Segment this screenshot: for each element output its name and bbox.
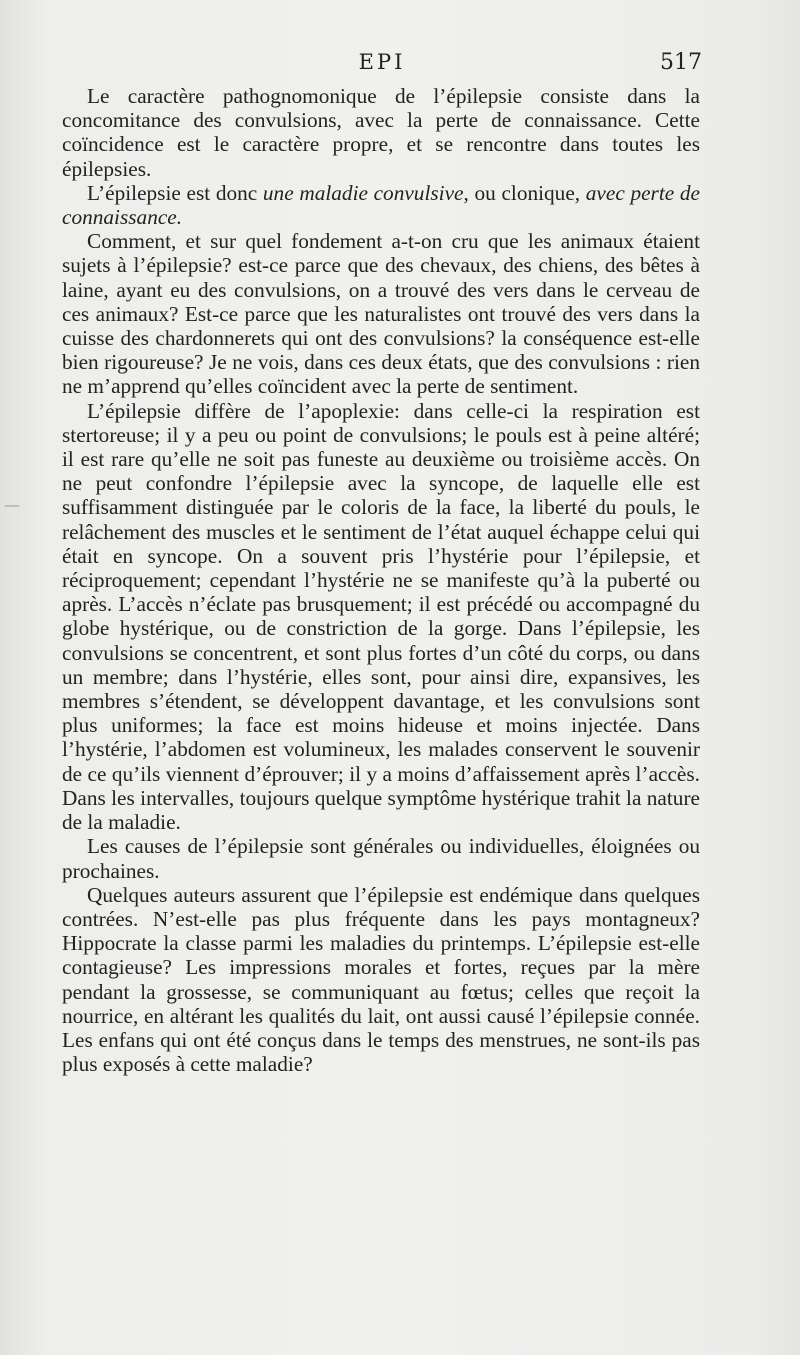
paragraph-text: Les causes de l’épilepsie sont générales ou individuelles, éloignées ou prochaines. bbox=[62, 834, 700, 883]
paragraph-text: Le caractère pathognomonique de l’épilepsie consiste dans la concomitance des convulsions, avec la perte de connaissance. Cette coïncidence est le caractère propre, et se rencontre dans toutes les épilepsies. bbox=[62, 84, 700, 181]
paragraph-pathognomonic bbox=[62, 84, 700, 181]
paragraph-endemic bbox=[62, 883, 700, 1077]
page-number: 517 bbox=[660, 50, 702, 75]
body-text bbox=[62, 84, 700, 1076]
running-head: EPI bbox=[358, 50, 406, 74]
paragraph-animals bbox=[62, 229, 700, 398]
italic-phrase: une maladie convulsive bbox=[262, 180, 464, 205]
page-header bbox=[62, 50, 702, 86]
paragraph-definition bbox=[62, 181, 700, 229]
paragraph-causes bbox=[62, 834, 700, 882]
paragraph-text: L’épilepsie est donc bbox=[87, 180, 263, 205]
paragraph-text: , ou clonique, bbox=[463, 180, 586, 205]
margin-mark: — bbox=[4, 495, 20, 514]
paragraph-differential-diagnosis bbox=[62, 399, 700, 835]
paragraph-text: Quelques auteurs assurent que l’épilepsie est endémique dans quelques contrées. N’est-elle pas plus fréquente dans les pays montagneux? Hippocrate la classe parmi les maladies du printemps. L’épilepsie est-elle contagieuse? Les impressions morales et fortes, reçues par la mère pendant la grossesse, se communiquant au fœtus; celles que reçoit la nourrice, en altérant les qualités du lait, ont aussi causé l’épilepsie connée. Les enfans qui ont été conçus dans le temps des menstrues, ne sont-ils pas plus exposés à cette maladie? bbox=[62, 882, 700, 1077]
italic-phrase: avec perte de connaissance. bbox=[62, 180, 700, 230]
paragraph-text: L’épilepsie diffère de l’apoplexie: dans celle-ci la respiration est stertoreuse; il y a peu ou point de convulsions; le pouls est à peine altéré; il est rare qu’elle ne soit pas funeste au deuxième ou troisième accès. On ne peut confondre l’épilepsie avec la syncope, de laquelle elle est suffisamment distinguée par le coloris de la face, la liberté du pouls, le relâchement des muscles et le sentiment de l’état auquel échappe celui qui était en syncope. On a souvent pris l’hystérie pour l’épilepsie, et réciproquement; cependant l’hystérie ne se manifeste qu’à la puberté ou après. L’accès n’éclate pas brusquement; il est précédé ou accompagné du globe hystérique, ou de constriction de la gorge. Dans l’épilepsie, les convulsions se concentrent, et sont plus fortes d’un côté du corps, ou dans un membre; dans l’hystérie, elles sont, pour ainsi dire, expansives, les membres s’étendent, se développent davantage, et les convulsions sont plus uniformes; la face est moins hideuse et moins injectée. Dans l’hystérie, l’abdomen est volumineux, les malades conservent le souvenir de ce qu’ils viennent d’éprouver; il y a moins d’affaissement après l’accès. Dans les intervalles, toujours quelque symptôme hystérique trahit la nature de la maladie. bbox=[62, 398, 700, 835]
paragraph-text: Comment, et sur quel fondement a-t-on cru que les animaux étaient sujets à l’épilepsie? est-ce parce que des chevaux, des chiens, des bêtes à laine, ayant eu des convulsions, on a trouvé des vers dans le cerveau de ces animaux? Est-ce parce que les naturalistes ont trouvé des vers dans la cuisse des chardonnerets qui ont des convulsions? la conséquence est-elle bien rigoureuse? Je ne vois, dans ces deux états, que des convulsions : rien ne m’apprend qu’elles coïncident avec la perte de sentiment. bbox=[62, 229, 700, 399]
